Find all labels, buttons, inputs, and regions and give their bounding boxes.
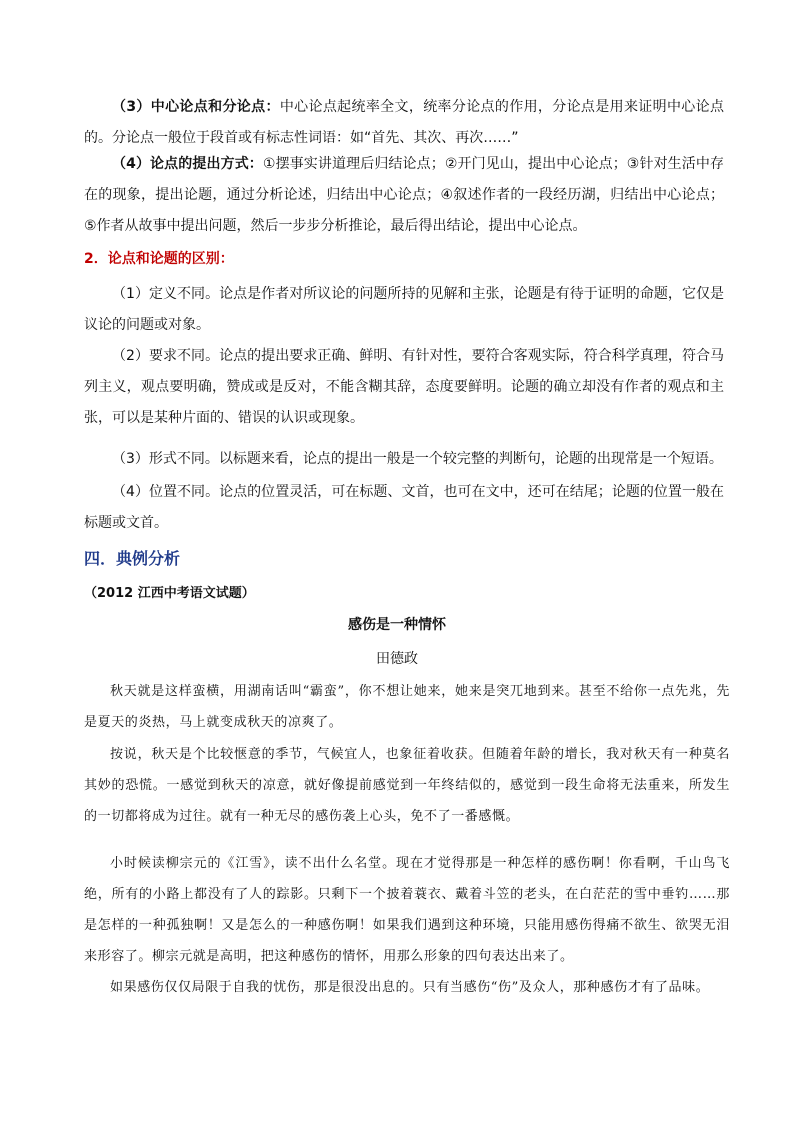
list-item: （1）定义不同。论点是作者对所议论的问题所持的见解和主张，论题是有待于证明的命题，它仅是议论的问题或对象。	[84, 286, 724, 333]
paragraph-label: （3）中心论点和分论点：	[112, 99, 280, 115]
essay-author: 田德政	[376, 651, 418, 667]
list-item: （4）位置不同。论点的位置灵活，可在标题、文首，也可在文中，还可在结尾；论题的位置一般在标题或文首。	[84, 484, 724, 531]
paragraph-label: （4）论点的提出方式：	[112, 156, 263, 172]
exam-source: （2012 江西中考语文试题）	[84, 586, 255, 601]
essay-title: 感伤是一种情怀	[348, 617, 446, 633]
paragraph-text: 中心论点起统率全文，统率分论点的作用，分论点是用来证明中心论点的。分论点一般位于段首或有标志性词语：如“首先、其次、再次……”	[84, 99, 724, 146]
essay-paragraph: 小时候读柳宗元的《江雪》，读不出什么名堂。现在才觉得那是一种怎样的感伤啊！你看啊，千山鸟飞绝，所有的小路上都没有了人的踪影。只剩下一个披着蓑衣、戴着斗笠的老头，在白茫茫的雪中垂钓……那是怎样的一种孤独啊！又是怎么的一种感伤啊！如果我们遇到这种环境，只能用感伤得痛不欲生、欲哭无泪来形容了。柳宗元就是高明，把这种感伤的情怀，用那么形象的四句表达出来了。	[84, 856, 730, 964]
section-heading-difference: 2．论点和论题的区别：	[84, 251, 234, 267]
list-item: （3）形式不同。以标题来看，论点的提出一般是一个较完整的判断句，论题的出现常是一个短语。	[112, 451, 723, 467]
essay-paragraph: 如果感伤仅仅局限于自我的忧伤，那是很没出息的。只有当感伤“伤”及众人，那种感伤才有了品味。	[110, 980, 710, 995]
paragraph-argument-presentation	[84, 149, 724, 242]
section-heading-example-analysis: 四．典例分析	[84, 549, 181, 568]
essay-paragraph: 按说，秋天是个比较惬意的季节，气候宜人，也象征着收获。但随着年龄的增长，我对秋天有一种莫名其妙的恐慌。一感觉到秋天的凉意，就好像提前感觉到一年终结似的，感觉到一段生命将无法重来，所发生的一切都将成为过往。就有一种无尽的感伤袭上心头，免不了一番感慨。	[84, 747, 730, 824]
essay-paragraph: 秋天就是这样蛮横，用湖南话叫“霸蛮”，你不想让她来，她来是突兀地到来。甚至不给你一点先兆，先是夏天的炎热，马上就变成秋天的凉爽了。	[84, 684, 730, 730]
paragraph-central-and-sub-arguments	[84, 92, 724, 154]
paragraph-text: ①摆事实讲道理后归结论点；②开门见山，提出中心论点；③针对生活中存在的现象，提出论题，通过分析论述，归结出中心论点；④叙述作者的一段经历湖，归结出中心论点； ⑤作者从故事中提出问题，然后一步步分析推论，最后得出结论，提出中心论点。	[84, 156, 724, 234]
list-item: （2）要求不同。论点的提出要求正确、鲜明、有针对性，要符合客观实际，符合科学真理，符合马列主义，观点要明确，赞成或是反对，不能含糊其辞，态度要鲜明。论题的确立却没有作者的观点和主张，可以是某种片面的、错误的认识或现象。	[84, 348, 724, 426]
